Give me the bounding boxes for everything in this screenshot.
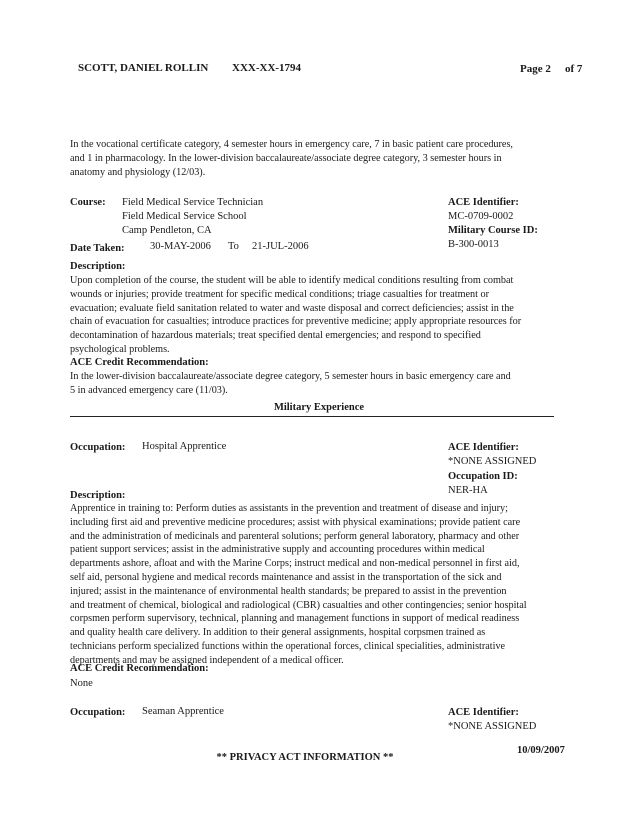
date-taken-from: 30-MAY-2006 bbox=[150, 241, 211, 252]
occupation-value: Hospital Apprentice bbox=[142, 441, 227, 452]
intro-line: anatomy and physiology (12/03). bbox=[70, 166, 206, 178]
section-divider bbox=[70, 416, 554, 417]
course-credit-label: ACE Credit Recommendation: bbox=[70, 357, 209, 368]
page-total: of 7 bbox=[565, 63, 583, 75]
course-credit-line: In the lower-division baccalaureate/associate degree category, 5 semester hours in basic emergency care and bbox=[70, 371, 511, 382]
occupation-description bbox=[70, 502, 560, 668]
ssn: XXX-XX-1794 bbox=[232, 62, 302, 74]
privacy-notice: ** PRIVACY ACT INFORMATION ** bbox=[216, 752, 394, 763]
occupation-credit-value: None bbox=[70, 678, 93, 689]
occupation-description-line: including first aid and preventive medicine procedures; assist with physical examinations; provide patient care bbox=[70, 516, 521, 528]
date-taken-to-label: To bbox=[228, 241, 239, 252]
course-description-line: chain of evacuation for casualties; introduce practices for preventive medicine; apply appropriate resources for bbox=[70, 316, 522, 328]
course-credit-line: 5 in advanced emergency care (11/03). bbox=[70, 384, 228, 396]
section-title: Military Experience bbox=[273, 402, 365, 413]
course-title: Field Medical Service Technician bbox=[122, 197, 264, 208]
course-ace-id-label: ACE Identifier: bbox=[448, 197, 519, 208]
course-description-line: wounds or injuries; provide treatment for specific medical conditions; triage casualties for treatment or bbox=[70, 288, 489, 300]
course-credit-text bbox=[70, 370, 560, 398]
occupation-label: Occupation: bbox=[70, 442, 126, 453]
course-label: Course: bbox=[70, 197, 106, 208]
occupation-description-line: injured; assist in the maintenance of environmental health standards; be prepared to assist in the prevention bbox=[70, 585, 507, 597]
occupation-2-value: Seaman Apprentice bbox=[142, 706, 224, 717]
occupation-description-line: and the administration of medicinals and parenteral solutions; perform general laboratory, pharmacy and other bbox=[70, 530, 520, 542]
occupation-ace-id-value: *NONE ASSIGNED bbox=[448, 456, 537, 467]
occupation-description-line: and treatment of chemical, biological and radiological (CBR) casualties and other contingencies; senior hospital bbox=[70, 599, 527, 611]
course-description bbox=[70, 274, 560, 357]
student-name: SCOTT, DANIEL ROLLIN bbox=[78, 62, 209, 74]
occupation-description-line: self aid, personal hygiene and medical records maintenance and assist in the transportation of the sick and bbox=[70, 571, 502, 583]
intro-line: In the vocational certificate category, 4 semester hours in emergency care, 7 in basic patient care procedures, bbox=[70, 139, 513, 150]
occupation-description-line: and quality health care delivery. In addition to their general assignments, hospital corpsmen trained as bbox=[70, 627, 486, 639]
intro-line: and 1 in pharmacology. In the lower-division baccalaureate/associate degree category, 3 semester hours in bbox=[70, 152, 502, 164]
occupation-description-line: departments ashore, afloat and with the Marine Corps; instruct medical and non-medical personnel in first aid, bbox=[70, 558, 520, 570]
course-ace-id-value: MC-0709-0002 bbox=[448, 211, 514, 222]
course-description-line: psychological problems. bbox=[70, 343, 170, 355]
course-location: Camp Pendleton, CA bbox=[122, 225, 212, 236]
occupation-description-line: corpsmen perform supervisory, technical, planning and management functions in support of medical readiness bbox=[70, 613, 520, 625]
occupation-2-label: Occupation: bbox=[70, 707, 126, 718]
military-course-id-value: B-300-0013 bbox=[448, 239, 499, 250]
occupation-credit-label: ACE Credit Recommendation: bbox=[70, 663, 209, 674]
course-description-line: evacuation; evaluate field sanitation related to water and waste disposal and correct deficiencies; assist in the bbox=[70, 302, 514, 314]
course-school: Field Medical Service School bbox=[122, 211, 247, 222]
occupation-description-line: patient support services; assist in the administrative supply and accounting procedures within medical bbox=[70, 544, 485, 556]
occupation-ace-id-label: ACE Identifier: bbox=[448, 442, 519, 453]
occupation-2-ace-id-label: ACE Identifier: bbox=[448, 707, 519, 718]
occupation-2-ace-id-value: *NONE ASSIGNED bbox=[448, 721, 537, 732]
date-taken-label: Date Taken: bbox=[70, 243, 125, 254]
occupation-id-value: NER-HA bbox=[448, 485, 488, 496]
occupation-description-line: departments and may be assigned independent of a medical officer. bbox=[70, 654, 344, 666]
date-taken-to: 21-JUL-2006 bbox=[252, 241, 309, 252]
occupation-description-line: Apprentice in training to: Perform duties as assistants in the prevention and treatment of disease and injury; bbox=[70, 503, 508, 514]
course-description-line: Upon completion of the course, the student will be able to identify medical conditions resulting from combat bbox=[70, 275, 514, 286]
page-number: Page 2 bbox=[520, 63, 551, 75]
occupation-description-label: Description: bbox=[70, 490, 126, 501]
course-description-line: decontamination of hazardous materials; treat specified dental emergencies; and respond to specified bbox=[70, 330, 481, 342]
military-course-id-label: Military Course ID: bbox=[448, 225, 538, 236]
course-description-label: Description: bbox=[70, 261, 126, 272]
occupation-id-label: Occupation ID: bbox=[448, 471, 518, 482]
occupation-description-line: technicians perform specialized functions within the operational forces, clinical specialities, administrative bbox=[70, 640, 506, 652]
print-date: 10/09/2007 bbox=[517, 745, 565, 756]
intro-paragraph bbox=[70, 138, 560, 179]
